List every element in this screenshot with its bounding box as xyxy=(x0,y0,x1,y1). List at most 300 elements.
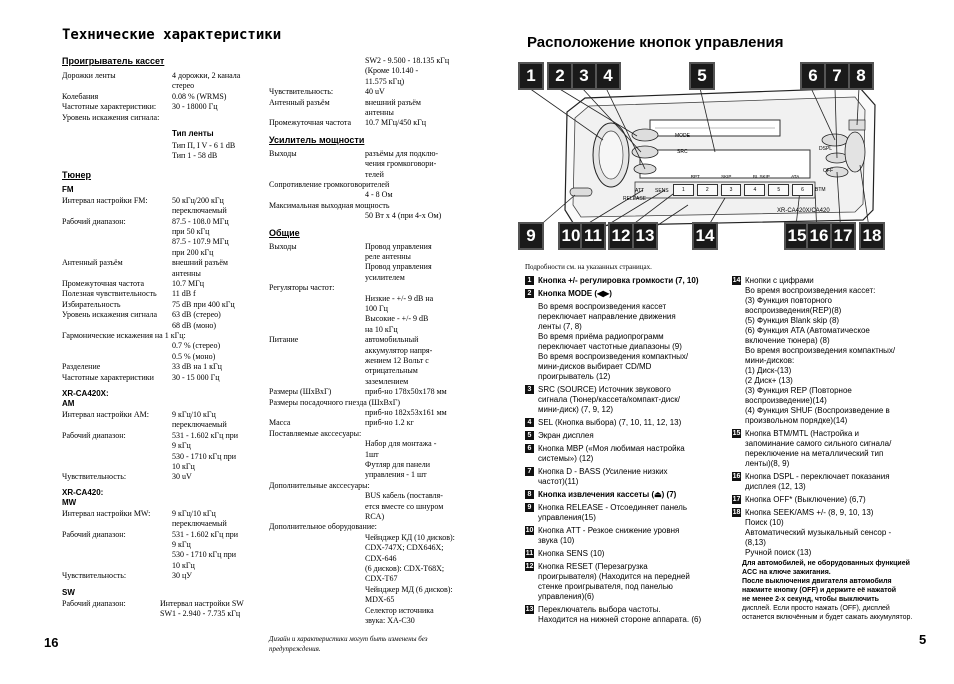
spec-value: Футляр для панели xyxy=(365,460,430,469)
spec-row xyxy=(269,118,459,128)
spec-value: внешний разъём xyxy=(172,258,228,268)
spec-value: звука: XA-C30 xyxy=(365,616,415,625)
spec-label: Уровень искажения сигнала: xyxy=(62,112,160,122)
spec-column-1 xyxy=(62,56,262,656)
spec-label: Чувствительность: xyxy=(62,571,127,581)
spec-label: Регуляторы частот: xyxy=(269,283,335,293)
legend-number-badge: 11 xyxy=(525,550,534,557)
legend-line: (1) Диск-(13) xyxy=(745,366,792,375)
callout-9: 9 xyxy=(518,222,544,250)
legend-item xyxy=(525,276,740,286)
spec-value: 4 дорожки, 2 канала xyxy=(172,71,241,80)
legend-line: (4) Функция SHUF (Воспроизведение в xyxy=(745,406,890,415)
preset-button-1: 1 xyxy=(673,184,694,196)
spec-value: ется вместе со шнуром xyxy=(365,501,444,511)
spec-value: жением 12 Вольт с xyxy=(365,356,429,365)
spec-row xyxy=(62,561,262,571)
legend-line: Во время воспроизведения компактных/ xyxy=(538,352,689,361)
spec-row xyxy=(62,248,262,258)
legend-number-badge: 3 xyxy=(525,385,534,394)
spec-row xyxy=(62,540,262,550)
page-number: 16 xyxy=(44,635,59,650)
spec-row xyxy=(62,331,262,341)
preset-button-4: 4 xyxy=(744,184,765,196)
spec-value: Провод управления xyxy=(365,262,432,272)
spec-row xyxy=(269,429,459,439)
spec-row xyxy=(269,418,459,428)
legend-left xyxy=(525,276,740,624)
callout-11: 11 xyxy=(580,222,606,250)
spec-value: приб-но 182x53x161 мм xyxy=(365,408,447,417)
spec-value: 4 - 8 Ом xyxy=(365,190,393,200)
spec-row xyxy=(62,373,262,383)
spec-row xyxy=(62,420,262,430)
mw-heading: MW xyxy=(62,497,77,507)
model-label: XR-CA420X/CA420 xyxy=(777,208,830,214)
spec-value: Низкие - +/- 9 dB на xyxy=(365,293,434,303)
legend-item xyxy=(525,549,740,559)
spec-value: 100 Гц xyxy=(365,304,388,313)
legend-number-badge: 1 xyxy=(525,276,534,285)
spec-value: антенны xyxy=(172,268,201,278)
spec-row xyxy=(62,196,262,206)
spec-value: 0.08 % (WRMS) xyxy=(172,91,227,101)
spec-value: 10.7 МГц/450 кГц xyxy=(365,118,427,128)
spec-value: CDX-T67 xyxy=(365,574,398,584)
spec-row xyxy=(269,574,459,584)
legend-line: Кнопка D - BASS (Усиление низких xyxy=(538,467,668,476)
intro-text: Подробности см. на указанных страницах. xyxy=(525,263,652,271)
page-title: Технические характеристики xyxy=(62,27,282,43)
legend-line: звука (10) xyxy=(538,536,575,545)
spec-value: приб-но 1.2 кг xyxy=(365,418,414,428)
spec-row xyxy=(62,102,262,112)
sens-label: SENS xyxy=(655,188,669,194)
spec-value: 11.575 кГц) xyxy=(365,76,405,86)
spec-label: Чувствительность: xyxy=(269,87,334,97)
spec-label: Разделение xyxy=(62,362,101,372)
spec-label: Колебания xyxy=(62,91,99,101)
legend-number-badge: 15 xyxy=(732,430,741,437)
spec-row xyxy=(269,242,459,252)
spec-value: 1шт xyxy=(365,449,379,459)
spec-label: Дополнительное оборудование: xyxy=(269,522,377,532)
legend-line: Поиск (10) xyxy=(745,518,784,527)
xr-ca420-heading: XR-CA420: xyxy=(62,487,104,497)
legend-number-badge: 17 xyxy=(732,496,741,503)
spec-value: 68 dB (моно) xyxy=(172,320,217,330)
legend-number-badge: 9 xyxy=(525,503,534,512)
note-line: ACC на ключе зажигания. xyxy=(742,569,831,576)
spec-row xyxy=(269,512,459,522)
note-line: После выключения двигателя автомобиля xyxy=(742,578,892,585)
page-title: Расположение кнопок управления xyxy=(527,34,784,51)
preset-button-5: 5 xyxy=(768,184,789,196)
legend-number-badge: 6 xyxy=(525,444,534,453)
spec-label: Промежуточная частота xyxy=(269,118,352,128)
legend-text xyxy=(538,562,728,602)
spec-row xyxy=(269,77,459,87)
legend-right xyxy=(732,276,937,556)
tape-type-heading: Тип ленты xyxy=(172,129,214,138)
spec-value: SW1 - 2.940 - 7.735 кГц xyxy=(160,609,241,618)
spec-label: Питание xyxy=(269,335,299,345)
spec-row xyxy=(62,341,262,351)
spec-value: Интервал настройки SW xyxy=(160,598,244,608)
spec-row xyxy=(269,439,459,449)
legend-item xyxy=(525,385,740,415)
callout-16: 16 xyxy=(806,222,832,250)
footnote: предупреждения. xyxy=(269,645,321,654)
spec-row xyxy=(62,571,262,581)
control-panel-diagram xyxy=(515,60,915,250)
legend-line: Находится на нижней стороне аппарата. (6) xyxy=(538,615,702,624)
spec-row xyxy=(269,346,459,356)
legend-line: (5) Функция Blank skip (8) xyxy=(745,316,840,325)
spec-row xyxy=(62,279,262,289)
spec-label: Дорожки ленты xyxy=(62,71,116,80)
spec-row xyxy=(269,87,459,97)
legend-line: мини-диск) (7, 9, 12) xyxy=(538,405,614,414)
spec-value: переключаемый xyxy=(172,206,227,216)
spec-label: Рабочий диапазон: xyxy=(62,529,126,539)
spec-row xyxy=(62,92,262,102)
spec-row xyxy=(62,269,262,279)
legend-line: SRC (SOURCE) Источник звукового xyxy=(538,385,671,394)
spec-row xyxy=(62,289,262,299)
legend-line: переключает направление движения xyxy=(538,312,676,321)
legend-line: Кнопки с цифрами xyxy=(745,276,814,285)
legend-line: Кнопка SENS (10) xyxy=(538,549,605,558)
legend-number-badge: 4 xyxy=(525,418,534,427)
spec-value: 63 dB (стерео) xyxy=(172,310,221,320)
spec-value: CDX-747X; CDX646X; xyxy=(365,543,444,553)
spec-label: Размеры (ШхВхГ) xyxy=(269,387,332,397)
legend-item xyxy=(525,562,740,602)
section-general: Общие xyxy=(269,227,300,238)
spec-value: 87.5 - 108.0 МГц xyxy=(172,216,229,226)
legend-line: воспроизведения(REP)(8) xyxy=(745,306,842,315)
spec-row xyxy=(269,470,459,480)
spec-row xyxy=(269,304,459,314)
legend-line: запоминание самого сильного сигнала/ xyxy=(745,439,892,448)
legend-number-badge: 14 xyxy=(732,277,741,284)
spec-label: Уровень искажения сигнала xyxy=(62,310,158,320)
spec-row xyxy=(269,366,459,376)
legend-line: Кнопка RELEASE - Отсоединяет панель xyxy=(538,503,688,512)
spec-label: Промежуточная частота xyxy=(62,279,145,288)
legend-text xyxy=(745,472,935,492)
legend-text xyxy=(538,418,728,428)
spec-row xyxy=(269,98,459,108)
spec-row xyxy=(269,502,459,512)
legend-text xyxy=(538,444,728,464)
spec-row xyxy=(62,227,262,237)
legend-line: воспроизведение)(14) xyxy=(745,396,827,405)
spec-value: переключаемый xyxy=(172,519,227,529)
spec-row xyxy=(62,410,262,420)
spec-label: Поставляемые акссесуары: xyxy=(269,428,362,438)
spec-value: Высокие - +/- 9 dB xyxy=(365,314,429,324)
spec-value: (6 дисков): CDX-T68X; xyxy=(365,564,445,573)
callout-6: 6 xyxy=(800,62,826,90)
callout-18: 18 xyxy=(859,222,885,250)
legend-text xyxy=(745,508,935,558)
legend-line: Кнопка MODE (◀▶) xyxy=(538,289,612,298)
preset-tags xyxy=(680,174,810,182)
legend-text xyxy=(538,605,728,625)
spec-row xyxy=(269,585,459,595)
legend-line: Экран дисплея xyxy=(538,431,594,440)
callout-7: 7 xyxy=(824,62,850,90)
legend-line: управления(15) xyxy=(538,513,596,522)
legend-line: Кнопка RESET (Перезагрузка xyxy=(538,562,648,571)
legend-item xyxy=(732,429,937,469)
legend-item xyxy=(525,418,740,428)
legend-line: переключает частотные диапазоны (9) xyxy=(538,342,682,351)
spec-row xyxy=(269,56,459,66)
spec-label: Интервал настройки MW: xyxy=(62,508,151,518)
spec-row xyxy=(269,387,459,397)
callout-12: 12 xyxy=(608,222,634,250)
legend-line: дисплея (12, 13) xyxy=(745,482,806,491)
spec-row xyxy=(62,113,262,123)
spec-row xyxy=(62,258,262,268)
mode-label: MODE xyxy=(675,133,690,139)
spec-label: Избирательность xyxy=(62,299,121,309)
spec-row xyxy=(62,310,262,320)
legend-line: проигрывателя) (Находится на передней xyxy=(538,572,690,581)
spec-label: Масса xyxy=(269,418,291,428)
legend-line: мини-дисков выбирает CD/MD xyxy=(538,362,652,371)
legend-line: включение тюнера) (8) xyxy=(745,336,830,345)
footnote: Дизайн и характеристики могут быть изменены без xyxy=(269,635,428,644)
right-page xyxy=(477,0,954,684)
spec-value: BUS кабель (поставля- xyxy=(365,491,443,501)
legend-number-badge: 2 xyxy=(525,289,534,298)
spec-value: Чейнджер КД (10 дисков): xyxy=(365,532,455,542)
spec-row xyxy=(269,460,459,470)
spec-row xyxy=(62,237,262,247)
spec-value: Тип 1 - 58 dB xyxy=(172,151,218,161)
legend-line: Кнопка ATT - Резкое снижение уровня xyxy=(538,526,680,535)
legend-line: произвольном порядке)(14) xyxy=(745,416,848,425)
legend-number-badge: 18 xyxy=(732,509,741,516)
callout-4: 4 xyxy=(595,62,621,90)
spec-row xyxy=(62,431,262,441)
legend-text xyxy=(745,429,935,469)
spec-row xyxy=(62,206,262,216)
spec-row xyxy=(269,522,459,532)
spec-row xyxy=(269,294,459,304)
spec-row xyxy=(269,564,459,574)
spec-value: реле антенны xyxy=(365,252,411,261)
release-label: RELEASE xyxy=(623,196,647,202)
spec-row xyxy=(62,300,262,310)
spec-value: 531 - 1.602 кГц при xyxy=(172,430,239,440)
preset-button-2: 2 xyxy=(697,184,718,196)
legend-line: Во время воспроизведения кассет: xyxy=(745,286,876,295)
section-cassette: Проигрыватель кассет xyxy=(62,56,165,66)
spec-label: Антенный разъём xyxy=(62,258,123,268)
legend-line: стенке проигрывателя, под панелью xyxy=(538,582,673,591)
callout-2: 2 xyxy=(547,62,573,90)
note-line: останется включённым и будет сажать аккумулятор. xyxy=(742,614,913,621)
spec-row xyxy=(269,335,459,345)
legend-text xyxy=(538,385,728,415)
spec-value: при 50 кГц xyxy=(172,227,210,236)
spec-column-2 xyxy=(269,56,459,654)
legend-line: Автоматический музыкальный сенсор - xyxy=(745,528,892,537)
legend-text xyxy=(538,490,728,500)
spec-row xyxy=(269,450,459,460)
legend-item xyxy=(525,526,740,546)
legend-line: Кнопка SEEK/AMS +/- (8, 9, 10, 13) xyxy=(745,508,874,517)
callout-5: 5 xyxy=(689,62,715,90)
callout-17: 17 xyxy=(830,222,856,250)
legend-line: проигрыватель (12) xyxy=(538,372,611,381)
callout-13: 13 xyxy=(632,222,658,250)
spec-value: при 200 кГц xyxy=(172,247,214,257)
note-line: Для автомобилей, не оборудованных функцией xyxy=(742,560,910,567)
legend-line: (8,13) xyxy=(745,538,766,547)
spec-row xyxy=(62,609,262,619)
legend-item xyxy=(525,289,740,299)
spec-value: 9 кГц/10 кГц xyxy=(172,410,216,419)
spec-row xyxy=(269,201,459,211)
spec-value: 40 uV xyxy=(365,87,385,97)
legend-line: системы») (12) xyxy=(538,454,594,463)
spec-value: 0.5 % (моно) xyxy=(172,351,216,361)
legend-text xyxy=(745,495,935,505)
preset-tag: RPT xyxy=(690,174,700,179)
legend-line: SEL (Кнопка выбора) (7, 10, 11, 12, 13) xyxy=(538,418,682,427)
legend-text xyxy=(538,503,728,523)
spec-label: Рабочий диапазон: xyxy=(62,598,126,608)
spec-label: Выходы xyxy=(269,241,297,251)
legend-number-badge: 5 xyxy=(525,431,534,440)
spec-value: (Кроме 10.140 - xyxy=(365,66,419,76)
callout-14: 14 xyxy=(692,222,718,250)
spec-value: 50 кГц/200 кГц xyxy=(172,195,224,205)
legend-line: Кнопка MBP («Моя любимая настройка xyxy=(538,444,685,453)
legend-line: (2 Диск+ (13) xyxy=(745,376,793,385)
callout-10: 10 xyxy=(558,222,584,250)
spec-row xyxy=(62,217,262,227)
spec-value: антенны xyxy=(365,108,394,117)
spec-value: 87.5 - 107.9 МГц xyxy=(172,237,229,247)
legend-line: (3) Функция повторного xyxy=(745,296,832,305)
legend-number-badge: 12 xyxy=(525,563,534,570)
spec-label: Антенный разъём xyxy=(269,97,330,107)
spec-row xyxy=(269,408,459,418)
legend-line: сигнала (Тюнер/кассета/компакт-диск/ xyxy=(538,395,680,404)
legend-line: Кнопка OFF* (Выключение) (6,7) xyxy=(745,495,866,504)
spec-value: управления - 1 шт xyxy=(365,470,427,480)
am-heading: AM xyxy=(62,399,75,408)
preset-tag: ATA xyxy=(791,174,800,179)
callout-8: 8 xyxy=(848,62,874,90)
preset-button-3: 3 xyxy=(721,184,742,196)
spec-value: разъёмы для подклю- xyxy=(365,148,439,158)
spec-label: Гармонические искажения на 1 кГц: xyxy=(62,331,186,340)
note-line: дисплей. Если просто нажать (OFF), дисплей xyxy=(742,605,890,612)
spec-row xyxy=(62,81,262,91)
legend-line: частот)(11) xyxy=(538,477,579,486)
spec-label: Дополнительные акссесуары: xyxy=(269,480,370,490)
acc-note xyxy=(742,559,937,622)
legend-line: управления)(6) xyxy=(538,592,595,601)
note-line: не менее 2-х секунд, чтобы выключить xyxy=(742,596,879,603)
spec-row xyxy=(269,66,459,76)
btm-label: BTM xyxy=(815,187,826,193)
spec-row xyxy=(269,616,459,626)
dspl-label: DSPL xyxy=(819,146,833,152)
legend-text xyxy=(538,289,728,299)
spec-row xyxy=(62,452,262,462)
spec-value: 0.7 % (стерео) xyxy=(172,341,221,351)
legend-text xyxy=(538,302,728,382)
spec-row xyxy=(269,533,459,543)
spec-row xyxy=(269,159,459,169)
spec-value: усилителем xyxy=(365,272,405,282)
legend-number-badge: 7 xyxy=(525,467,534,476)
legend-line: Кнопка BTM/MTL (Настройка и xyxy=(745,429,859,438)
legend-item xyxy=(525,467,740,487)
legend-item xyxy=(732,472,937,492)
spec-value: 11 dB f xyxy=(172,289,196,299)
spec-value: 30 - 18000 Гц xyxy=(172,102,218,112)
spec-label: Рабочий диапазон: xyxy=(62,430,126,440)
spec-value: Набор для монтажа - xyxy=(365,439,437,449)
spec-value: автомобильный xyxy=(365,335,419,345)
spec-value: Чейнджер МД (6 дисков): xyxy=(365,584,453,594)
legend-line: ленты)(8, 9) xyxy=(745,459,790,468)
legend-text xyxy=(538,526,728,546)
legend-item xyxy=(525,444,740,464)
spec-row xyxy=(62,530,262,540)
legend-text xyxy=(745,276,935,426)
spec-row xyxy=(269,211,459,221)
spec-label: Рабочий диапазон: xyxy=(62,216,126,226)
legend-item xyxy=(525,503,740,523)
spec-row xyxy=(269,356,459,366)
preset-tag: SKIP xyxy=(721,174,732,179)
spec-row xyxy=(269,262,459,272)
spec-label: Частотные характеристики xyxy=(62,372,154,382)
spec-row xyxy=(269,481,459,491)
legend-line: ленты (7, 8) xyxy=(538,322,582,331)
legend-line: Во время воспроизведения кассет xyxy=(538,302,667,311)
legend-text xyxy=(538,276,728,286)
spec-value: переключаемый xyxy=(172,420,227,430)
spec-row xyxy=(269,252,459,262)
spec-value: RCA) xyxy=(365,512,385,521)
spec-label: Выходы xyxy=(269,148,297,158)
spec-row xyxy=(269,108,459,118)
off-label: OFF xyxy=(823,168,833,174)
callout-1: 1 xyxy=(518,62,544,90)
legend-line: Ручной поиск (13) xyxy=(745,548,812,557)
spec-value: 9 кГц xyxy=(172,540,191,549)
spec-row xyxy=(269,180,459,190)
spec-label: Чувствительность: xyxy=(62,472,127,482)
spec-value: MDX-65 xyxy=(365,595,395,605)
spec-row xyxy=(269,314,459,324)
spec-row xyxy=(62,519,262,529)
att-label: ATT xyxy=(635,188,645,194)
spec-row xyxy=(269,190,459,200)
